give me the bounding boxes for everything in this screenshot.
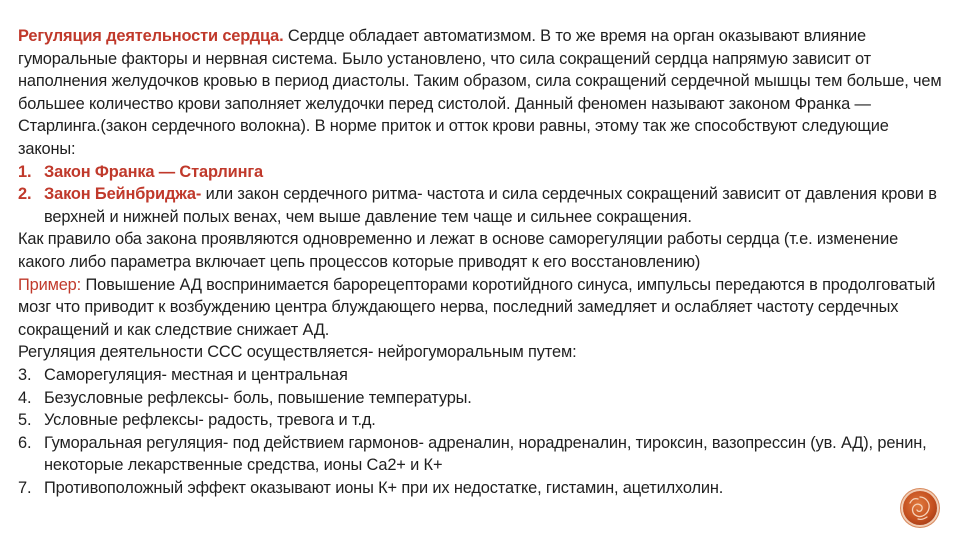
intro-text: Сердце обладает автоматизмом. В то же время на орган оказывают влияние гуморальные факторы и нервная система. Было установлено, что сила сокращений сердца напрямую зависит от наполнения желудочков кровью в период диастолы. Таким образом, сила сокращений сердечной мышцы тем больше, чем большее количество крови заполняет желудочки перед систолой. Данный феномен называют законом Франка — Старлинга.(закон сердечного волокна). В норме приток и отток крови равны, этому так же способствуют следующие законы: — [18, 27, 942, 158]
list-number: 7. — [18, 478, 32, 497]
list-item — [18, 409, 943, 432]
list-text: Противоположный эффект оказывают ионы К+ при их недостатке, гистамин, ацетилхолин. — [44, 478, 724, 497]
law-item-1 — [18, 161, 943, 184]
list-text: Гуморальная регуляция- под действием гармонов- адреналин, норадреналин, тироксин, вазопрессин (ув. АД), ренин, некоторые лекарственные средства, ионы Са2+ и К+ — [44, 433, 927, 475]
intro-paragraph — [18, 25, 943, 161]
list-number: 4. — [18, 388, 32, 407]
ccc-regulation-paragraph: Регуляция деятельности ССС осуществляется- нейрогуморальным путем: — [18, 343, 577, 362]
list-text: Условные рефлексы- радость, тревога и т.д. — [44, 411, 376, 430]
law-title: Закон Бейнбриджа- — [44, 185, 202, 204]
list-number: 5. — [18, 411, 32, 430]
list-number: 6. — [18, 433, 32, 452]
example-text: Повышение АД воспринимается барорецепторами коротийдного синуса, импульсы передаются в продолговатый мозг что приводит к возбуждению центра блуждающего нерва, последний замедляет и ослабляет частоту сердечных сокращений и как следствие снижает АД. — [18, 275, 936, 339]
both-laws-paragraph: Как правило оба закона проявляются одновременно и лежат в основе саморегуляции работы сердца (т.е. изменение какого либо параметра включает цепь процессов которые приводят к его восстановлению) — [18, 230, 899, 271]
example-paragraph — [18, 274, 943, 342]
list-number: 3. — [18, 365, 32, 384]
law-number: 2. — [18, 185, 32, 204]
intro-title: Регуляция деятельности сердца. — [18, 27, 284, 45]
swirl-ornament-icon — [903, 491, 937, 525]
swirl-ornament-graphic — [905, 493, 935, 523]
list-item — [18, 432, 943, 477]
law-number: 1. — [18, 162, 32, 181]
example-label: Пример: — [18, 275, 82, 294]
list-item — [18, 387, 943, 410]
list-text: Безусловные рефлексы- боль, повышение температуры. — [44, 388, 472, 407]
list-text: Саморегуляция- местная и центральная — [44, 365, 348, 384]
law-title: Закон Франка — Старлинга — [44, 162, 263, 181]
list-item — [18, 477, 943, 500]
list-item — [18, 364, 943, 387]
slide-content — [18, 25, 943, 499]
law-text: или закон сердечного ритма- частота и сила сердечных сокращений зависит от давления крови в верхней и нижней полых венах, чем выше давление тем чаще и сильнее сокращения. — [44, 185, 937, 226]
law-item-2 — [18, 183, 943, 228]
